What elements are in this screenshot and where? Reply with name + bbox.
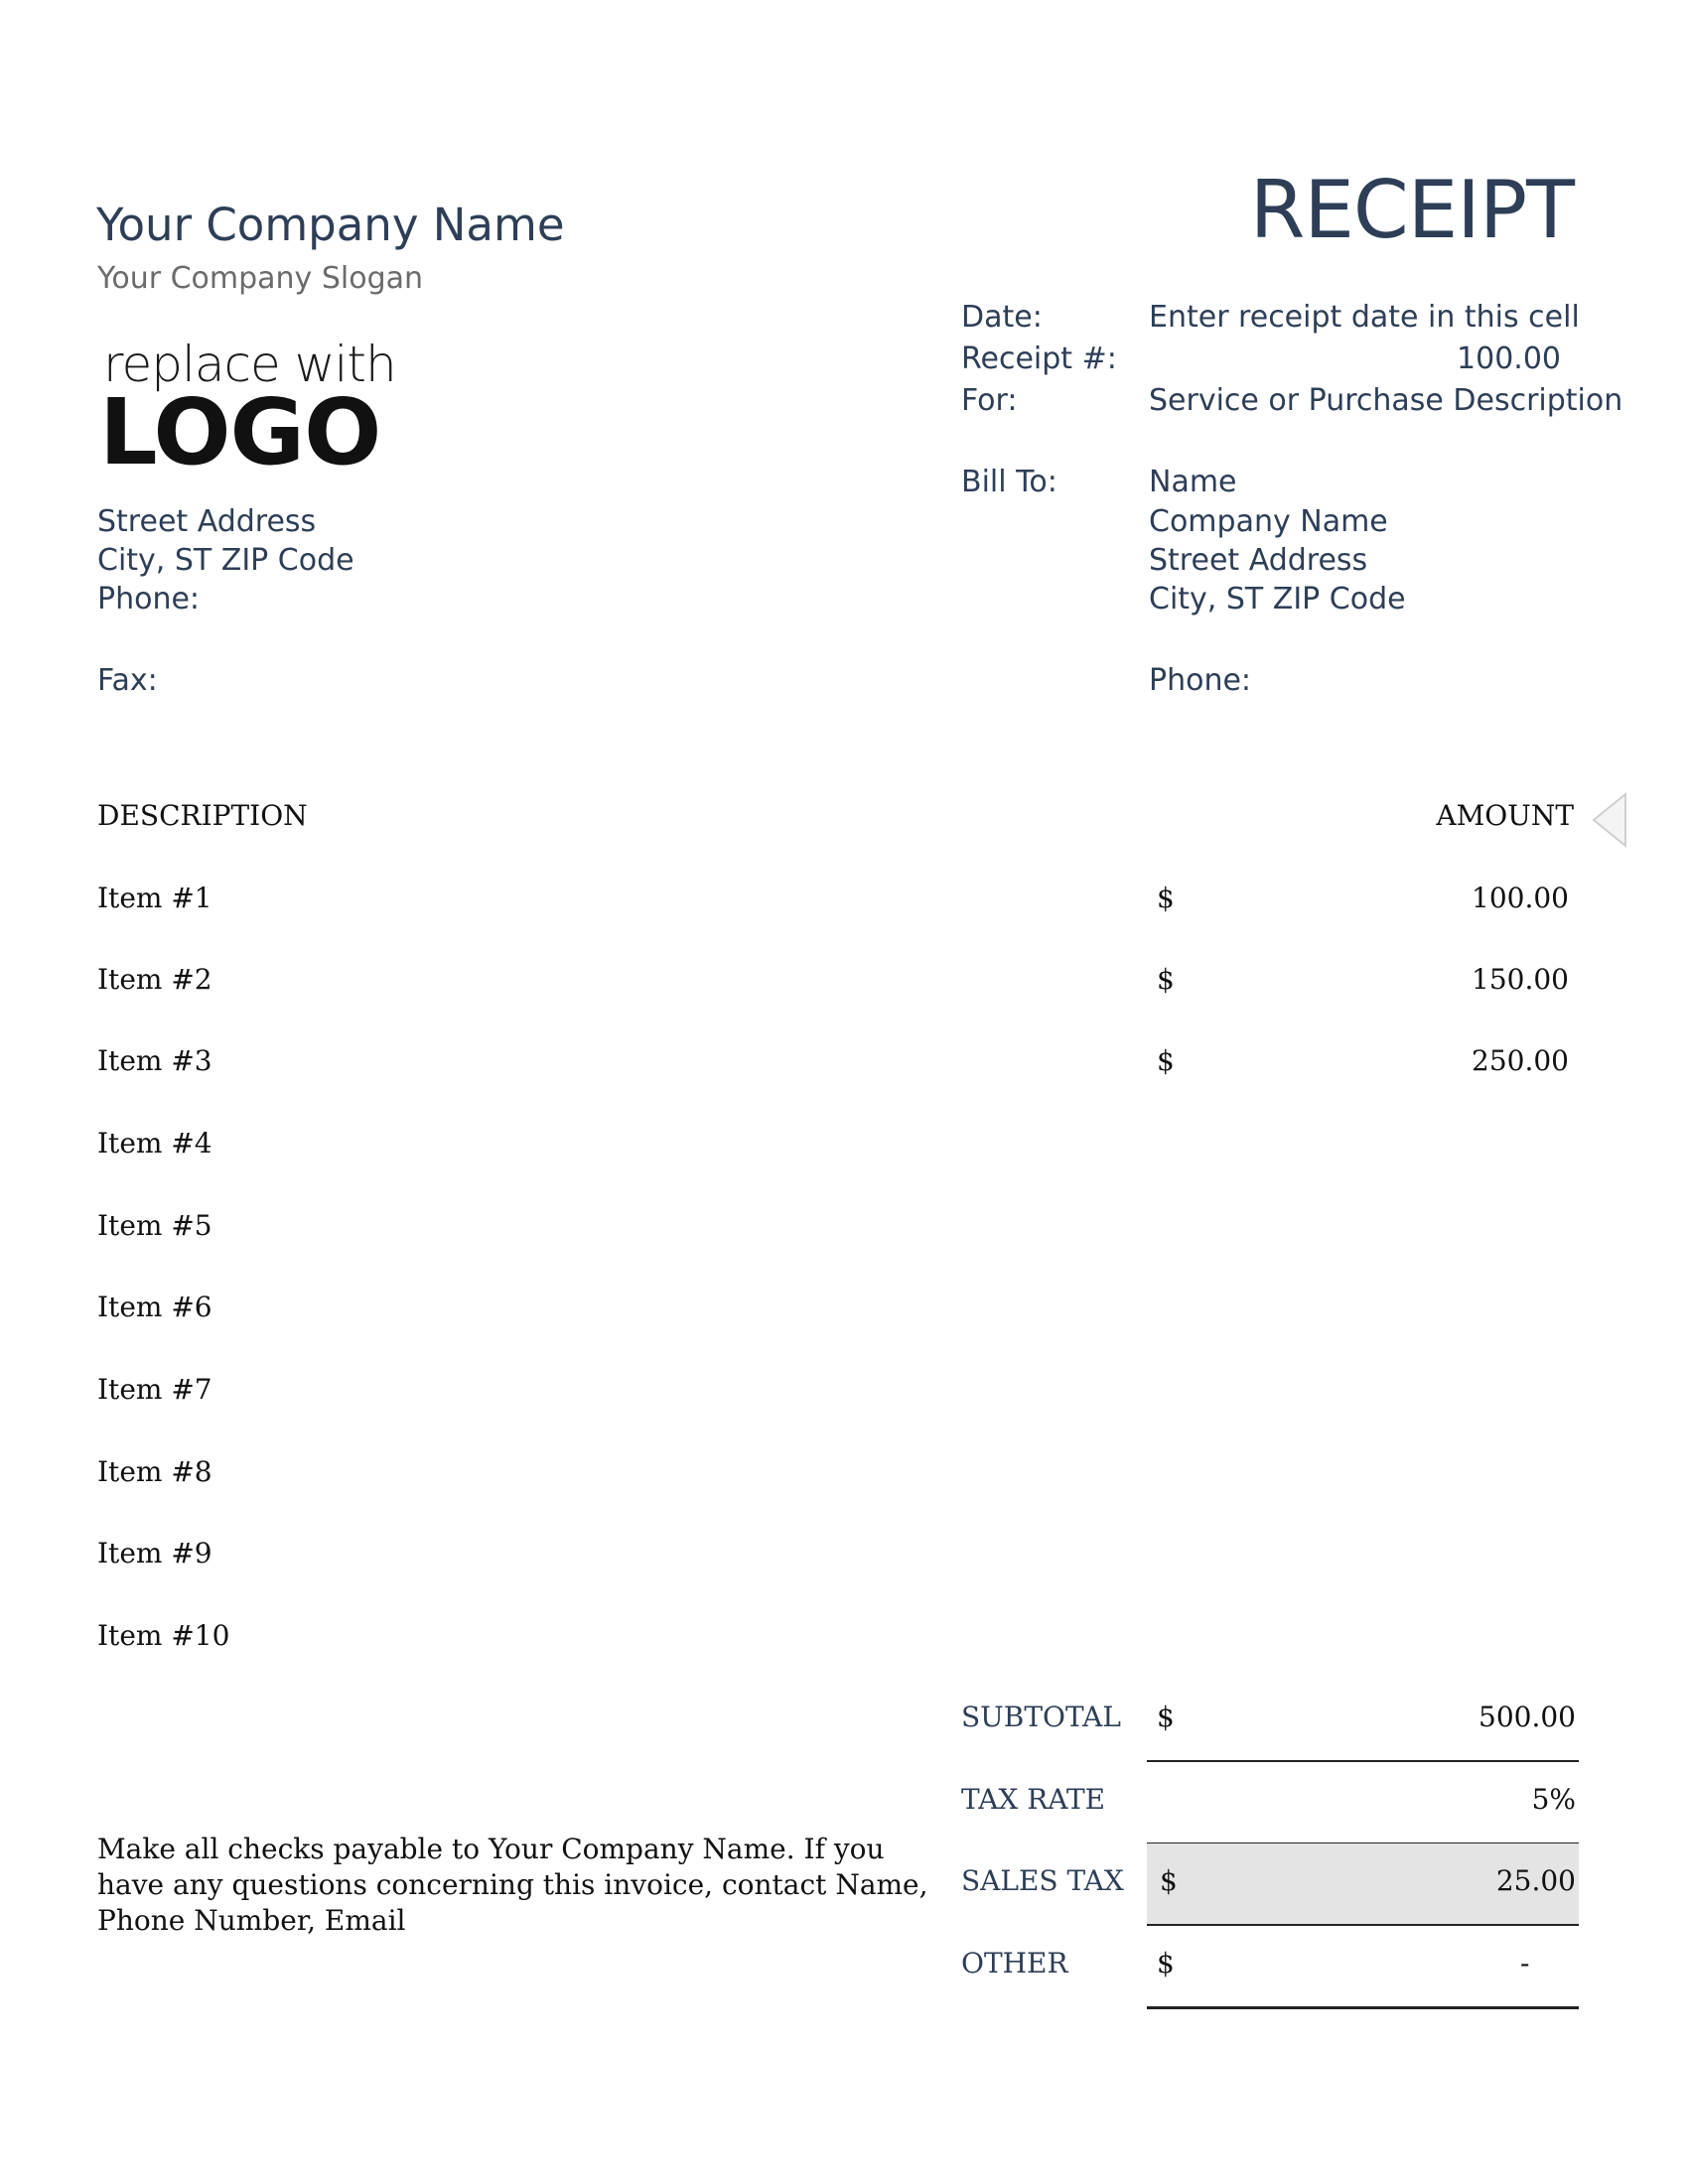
subtotal-currency: $ (1157, 1701, 1175, 1733)
bill-to-name[interactable]: Name (1149, 465, 1237, 499)
item-description[interactable]: Item #10 (97, 1619, 230, 1652)
item-description[interactable]: Item #8 (97, 1455, 212, 1488)
side-triangle-icon (1592, 792, 1626, 848)
for-value[interactable]: Service or Purchase Description (1149, 383, 1623, 418)
sales-tax-currency: $ (1160, 1864, 1178, 1897)
item-description[interactable]: Item #3 (97, 1044, 212, 1077)
amount-column-header: AMOUNT (1436, 799, 1574, 832)
bill-to-city[interactable]: City, ST ZIP Code (1149, 582, 1406, 616)
sales-tax-value: 25.00 (1495, 1864, 1576, 1897)
item-amount[interactable]: 100.00 (1472, 882, 1569, 914)
date-label: Date: (961, 300, 1043, 335)
item-description[interactable]: Item #9 (97, 1537, 212, 1570)
logo-line-1: replace with (103, 336, 396, 393)
subtotal-label: SUBTOTAL (961, 1701, 1121, 1733)
company-slogan: Your Company Slogan (97, 261, 424, 296)
receipt-number-label: Receipt #: (961, 341, 1117, 376)
other-value[interactable]: - (1520, 1947, 1530, 1979)
item-description[interactable]: Item #7 (97, 1373, 212, 1406)
date-value[interactable]: Enter receipt date in this cell (1149, 300, 1580, 335)
description-column-header: DESCRIPTION (97, 799, 308, 832)
company-street: Street Address (97, 504, 317, 539)
company-city: City, ST ZIP Code (97, 543, 354, 578)
item-description[interactable]: Item #1 (97, 882, 212, 914)
for-label: For: (961, 383, 1018, 418)
bill-to-phone-label[interactable]: Phone: (1149, 663, 1252, 698)
sales-tax-label: SALES TAX (961, 1864, 1124, 1897)
item-currency: $ (1157, 882, 1175, 914)
item-currency: $ (1157, 1044, 1175, 1077)
item-description[interactable]: Item #6 (97, 1291, 212, 1323)
other-divider (1147, 2006, 1579, 2009)
subtotal-value: 500.00 (1478, 1701, 1576, 1733)
tax-rate-value[interactable]: 5% (1531, 1783, 1576, 1816)
other-currency: $ (1157, 1947, 1175, 1979)
receipt-title: RECEIPT (1249, 164, 1574, 256)
item-amount[interactable]: 250.00 (1472, 1044, 1569, 1077)
payment-note: Make all checks payable to Your Company Name. If you have any questions concerning this invoice, contact Name, Phone Number, Email (97, 1833, 928, 1937)
company-fax-label: Fax: (97, 663, 158, 698)
item-description[interactable]: Item #4 (97, 1127, 212, 1160)
company-phone-label: Phone: (97, 582, 201, 616)
item-description[interactable]: Item #2 (97, 963, 212, 996)
item-description[interactable]: Item #5 (97, 1209, 212, 1242)
bill-to-company[interactable]: Company Name (1149, 504, 1388, 539)
logo-line-2: LOGO (99, 379, 381, 485)
bill-to-label: Bill To: (961, 465, 1057, 499)
other-label: OTHER (961, 1947, 1068, 1979)
subtotal-divider (1147, 1760, 1579, 1762)
company-name: Your Company Name (96, 199, 565, 251)
receipt-number-value[interactable]: 100.00 (1457, 341, 1561, 376)
sales-tax-divider (1147, 1924, 1579, 1926)
item-amount[interactable]: 150.00 (1472, 963, 1569, 996)
bill-to-street[interactable]: Street Address (1149, 543, 1368, 578)
tax-rate-label: TAX RATE (961, 1783, 1106, 1816)
item-currency: $ (1157, 963, 1175, 996)
